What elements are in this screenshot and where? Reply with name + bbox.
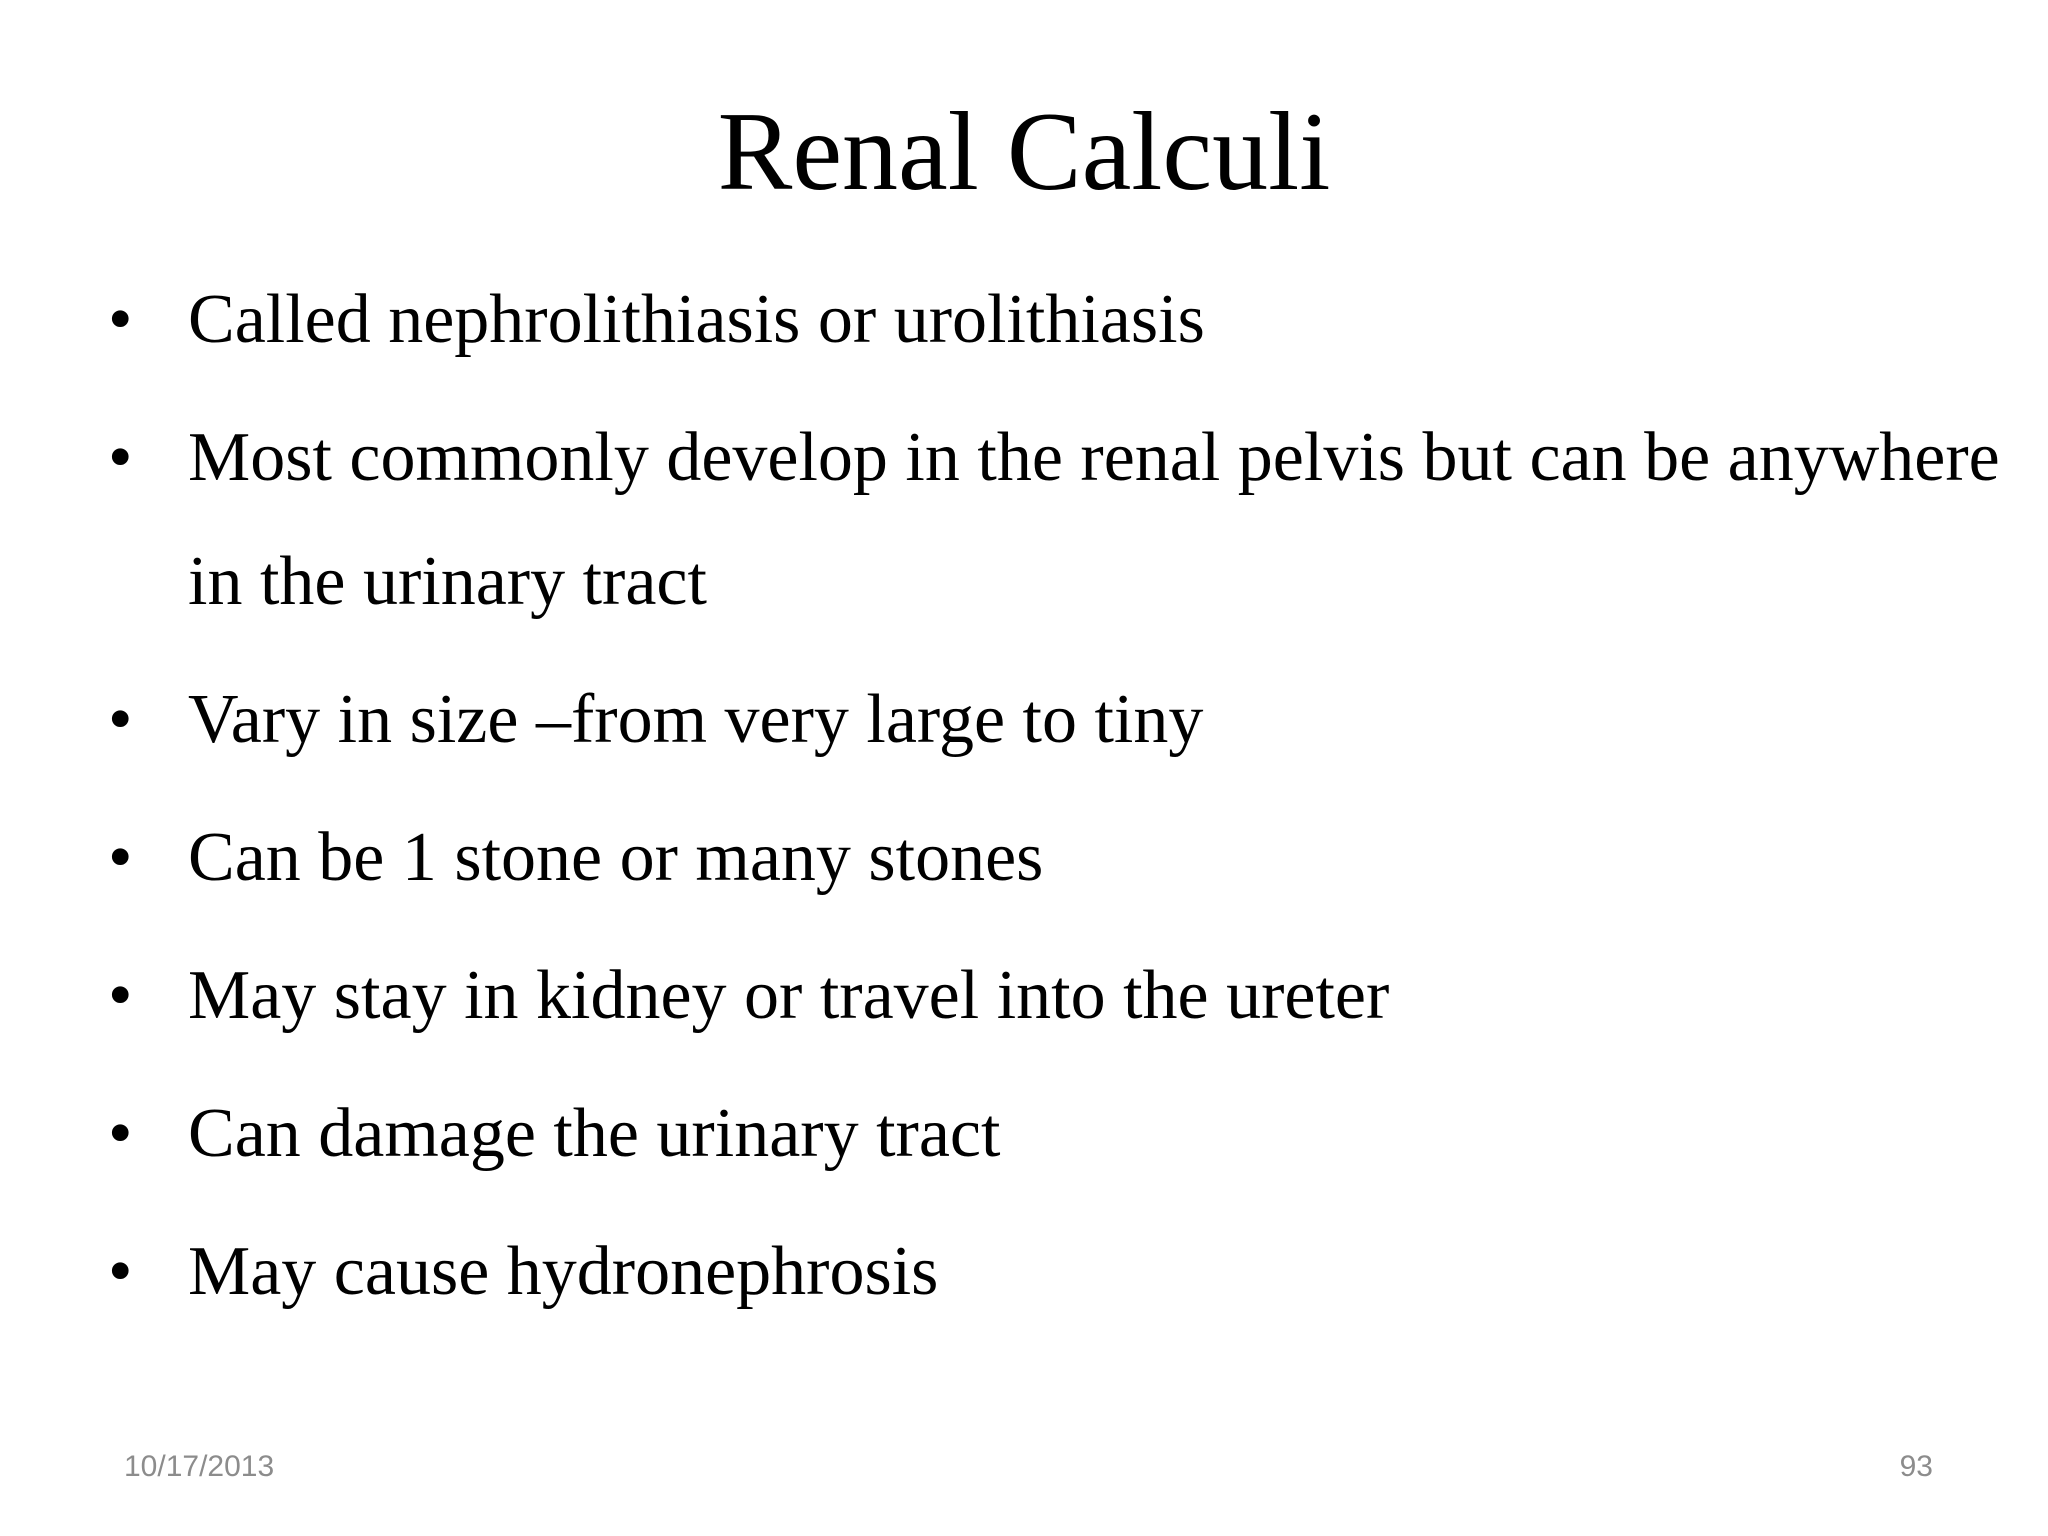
bullet-text: Called nephrolithiasis or urolithiasis [188, 281, 1205, 358]
bullet-text: Can damage the urinary tract [188, 1095, 1001, 1172]
bullet-text: May stay in kidney or travel into the ureter [188, 957, 1390, 1034]
bullet-icon: • [108, 957, 133, 1034]
page-number: 93 [1899, 1450, 1933, 1483]
list-item [108, 796, 2008, 920]
bullet-text: May cause hydronephrosis [188, 1233, 939, 1310]
list-item [108, 396, 2008, 644]
bullet-icon: • [108, 819, 133, 896]
bullet-icon: • [108, 419, 133, 496]
bullet-text: Can be 1 stone or many stones [188, 819, 1044, 896]
bullet-icon: • [108, 1233, 133, 1310]
list-item [108, 934, 2008, 1058]
footer-date: 10/17/2013 [124, 1450, 275, 1483]
bullet-list [108, 258, 2008, 1348]
list-item [108, 658, 2008, 782]
list-item [108, 1072, 2008, 1196]
list-item [108, 1210, 2008, 1334]
slide-title: Renal Calculi [717, 90, 1331, 214]
bullet-text: Vary in size –from very large to tiny [188, 681, 1204, 758]
bullet-icon: • [108, 281, 133, 358]
bullet-icon: • [108, 1095, 133, 1172]
bullet-text: Most commonly develop in the renal pelvis but can be anywhere in the urinary tract [188, 419, 2000, 620]
list-item [108, 258, 2008, 382]
bullet-icon: • [108, 681, 133, 758]
